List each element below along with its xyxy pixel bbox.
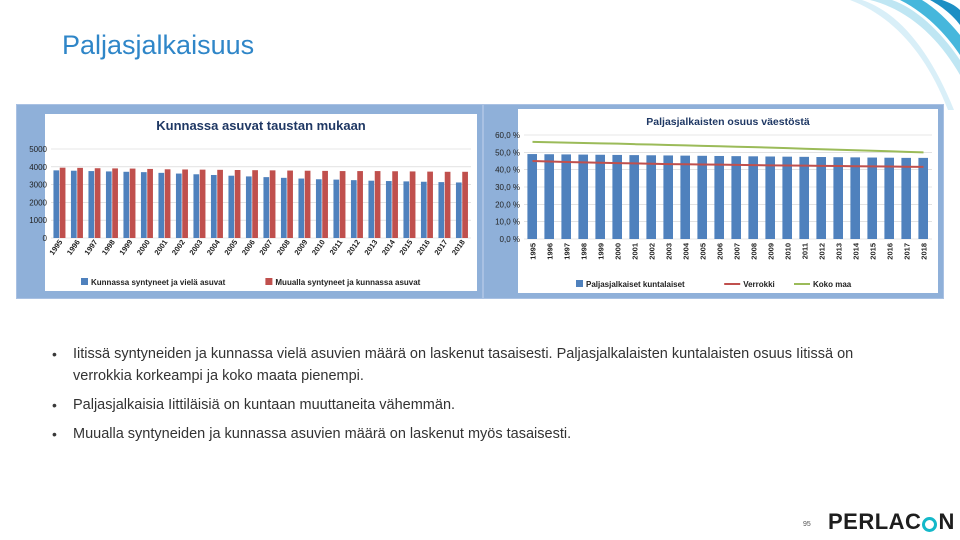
bar — [646, 155, 656, 239]
x-tick-label: 2011 — [327, 237, 345, 257]
legend-swatch — [81, 278, 88, 285]
y-tick-label: 2000 — [29, 198, 47, 208]
bullet-text: Muualla syntyneiden ja kunnassa asuvien määrä on laskenut myös tasaisesti. — [73, 426, 572, 442]
chart-residents-by-background — [16, 104, 483, 299]
x-tick-label: 2013 — [362, 237, 380, 257]
legend-label: Koko maa — [813, 280, 852, 289]
bullet-list — [52, 343, 902, 452]
bar — [130, 169, 136, 238]
legend-label: Kunnassa syntyneet ja vielä asuvat — [91, 278, 226, 287]
bar — [445, 172, 451, 238]
bar — [141, 172, 147, 238]
legend-swatch — [576, 280, 583, 287]
x-tick-label: 2003 — [187, 237, 205, 257]
bar — [544, 154, 554, 239]
y-tick-label: 40,0 % — [495, 165, 520, 175]
bar — [782, 157, 792, 239]
chart-native-share — [483, 104, 944, 299]
x-tick-label: 2015 — [397, 237, 415, 257]
bar — [123, 172, 129, 238]
bar — [228, 176, 234, 238]
x-tick-label: 1995 — [528, 243, 538, 260]
bar — [765, 156, 775, 239]
bar — [95, 168, 101, 238]
bar — [77, 168, 83, 238]
x-tick-label: 2012 — [344, 237, 362, 257]
bar — [60, 168, 66, 238]
x-tick-label: 2000 — [613, 243, 623, 260]
y-tick-label: 5000 — [29, 145, 47, 154]
bar — [235, 170, 241, 238]
y-tick-label: 10,0 % — [495, 217, 520, 227]
bar — [106, 171, 112, 238]
x-tick-label: 1996 — [64, 237, 82, 257]
bar — [88, 171, 94, 238]
x-tick-label: 2009 — [766, 243, 776, 260]
x-tick-label: 2014 — [851, 243, 861, 260]
bar — [438, 182, 444, 238]
y-tick-label: 60,0 % — [495, 131, 520, 140]
legend-swatch — [265, 278, 272, 285]
bar — [147, 169, 153, 238]
bar — [316, 179, 322, 238]
bar — [158, 173, 164, 238]
bar — [165, 169, 171, 238]
bar — [410, 171, 416, 238]
x-tick-label: 2009 — [292, 237, 310, 257]
x-tick-label: 1998 — [579, 243, 589, 260]
bar — [322, 171, 328, 238]
x-tick-label: 2018 — [919, 243, 929, 260]
x-tick-label: 2016 — [885, 243, 895, 260]
bar — [884, 158, 894, 239]
bar — [731, 156, 741, 239]
x-tick-label: 1998 — [99, 237, 117, 257]
x-tick-label: 2004 — [204, 237, 222, 257]
legend-label: Muualla syntyneet ja kunnassa asuvat — [275, 278, 421, 287]
bar — [263, 177, 269, 238]
bullet-item — [52, 394, 902, 416]
x-tick-label: 2017 — [432, 237, 450, 257]
bar — [748, 156, 758, 239]
x-tick-label: 2002 — [647, 243, 657, 260]
x-tick-label: 2013 — [834, 243, 844, 260]
bullet-dot-icon: • — [52, 397, 57, 413]
bar — [680, 156, 690, 239]
x-tick-label: 2001 — [152, 237, 170, 257]
bar — [246, 176, 252, 238]
bar — [612, 155, 622, 239]
chart-residents-by-background-svg — [17, 105, 482, 298]
legend-label: Verrokki — [743, 280, 775, 289]
bar — [595, 155, 605, 239]
x-tick-label: 2008 — [749, 243, 759, 260]
legend-label: Paljasjalkaiset kuntalaiset — [586, 280, 685, 289]
x-tick-label: 2002 — [169, 237, 187, 257]
bar — [176, 174, 182, 238]
x-tick-label: 2010 — [783, 243, 793, 260]
bar — [333, 180, 339, 238]
x-tick-label: 1999 — [596, 243, 606, 260]
bar — [403, 181, 409, 238]
bar — [462, 172, 468, 238]
x-tick-label: 2011 — [800, 243, 810, 260]
y-tick-label: 0,0 % — [499, 235, 520, 244]
bar — [427, 172, 433, 238]
bar — [714, 156, 724, 239]
bullet-item — [52, 423, 902, 445]
x-tick-label: 2008 — [274, 237, 292, 257]
x-tick-label: 2014 — [379, 237, 397, 257]
x-tick-label: 2006 — [239, 237, 257, 257]
bar — [298, 179, 304, 238]
x-tick-label: 2010 — [309, 237, 327, 257]
x-tick-label: 2003 — [664, 243, 674, 260]
x-tick-label: 1999 — [117, 237, 135, 257]
x-tick-label: 1997 — [562, 243, 572, 260]
x-tick-label: 1997 — [82, 237, 100, 257]
y-tick-label: 3000 — [29, 180, 47, 190]
bar — [368, 181, 374, 238]
bar — [112, 168, 118, 238]
bullet-item — [52, 343, 902, 387]
x-tick-label: 1995 — [47, 237, 65, 257]
bar — [527, 154, 537, 239]
logo-text-right: N — [938, 509, 955, 534]
bar — [193, 174, 199, 238]
x-tick-label: 2018 — [449, 237, 467, 257]
bar — [200, 170, 206, 238]
y-tick-label: 4000 — [29, 162, 47, 172]
bar — [850, 157, 860, 239]
bar — [252, 170, 258, 238]
bar — [901, 158, 911, 239]
bullet-dot-icon: • — [52, 346, 57, 362]
logo-ring-icon — [922, 517, 937, 532]
chart-native-share-svg — [484, 105, 943, 298]
bar — [375, 171, 381, 238]
bar — [799, 157, 809, 239]
x-tick-label: 2016 — [414, 237, 432, 257]
y-tick-label: 20,0 % — [495, 200, 520, 210]
bar — [663, 155, 673, 239]
bar — [287, 171, 293, 238]
bar — [386, 181, 392, 238]
x-tick-label: 2012 — [817, 243, 827, 260]
bar — [71, 171, 77, 238]
y-tick-label: 30,0 % — [495, 183, 520, 192]
x-tick-label: 2015 — [868, 243, 878, 260]
bar — [578, 155, 588, 239]
x-tick-label: 2001 — [630, 243, 640, 260]
logo-text-left: PERLAC — [828, 509, 922, 534]
bar — [456, 182, 462, 238]
bar — [629, 155, 639, 239]
chart-title: Paljasjalkaisten osuus väestöstä — [646, 116, 810, 128]
bar — [561, 154, 571, 239]
bar — [182, 169, 188, 238]
bar — [867, 158, 877, 239]
y-tick-label: 1000 — [29, 216, 47, 226]
bar — [53, 170, 59, 238]
perlacon-logo — [828, 509, 955, 535]
x-tick-label: 2017 — [902, 243, 912, 260]
bar — [357, 171, 363, 238]
x-tick-label: 1996 — [545, 243, 555, 260]
bar — [392, 171, 398, 238]
x-tick-label: 2006 — [715, 243, 725, 260]
bullet-text: Iitissä syntyneiden ja kunnassa vielä asuvien määrä on laskenut tasaisesti. Paljasjalkalaisten kuntalaisten osuus Iitissä on verrokkia korkeampi ja koko maata pienempi. — [73, 346, 854, 384]
y-tick-label: 50,0 % — [495, 148, 520, 158]
bar — [211, 175, 217, 238]
y-tick-label: 0 — [42, 234, 47, 243]
bar — [305, 171, 311, 238]
chart-title: Kunnassa asuvat taustan mukaan — [156, 118, 366, 133]
bullet-dot-icon: • — [52, 426, 57, 442]
x-tick-label: 2004 — [681, 243, 691, 260]
bar — [351, 180, 357, 238]
bar — [340, 171, 346, 238]
bar — [833, 157, 843, 239]
x-tick-label: 2005 — [222, 237, 240, 257]
corner-decoration — [830, 0, 960, 110]
bar — [281, 178, 287, 238]
x-tick-label: 2000 — [134, 237, 152, 257]
x-tick-label: 2005 — [698, 243, 708, 260]
bar — [816, 157, 826, 239]
page-number: 95 — [803, 521, 811, 528]
slide-title: Paljasjalkaisuus — [62, 30, 255, 60]
bar — [697, 156, 707, 239]
bar — [421, 182, 427, 238]
bar — [918, 158, 928, 239]
bar — [217, 170, 223, 238]
x-tick-label: 2007 — [732, 243, 742, 260]
bar — [270, 170, 276, 238]
x-tick-label: 2007 — [257, 237, 275, 257]
bullet-text: Paljasjalkaisia Iittiläisiä on kuntaan muuttaneita vähemmän. — [73, 397, 456, 413]
